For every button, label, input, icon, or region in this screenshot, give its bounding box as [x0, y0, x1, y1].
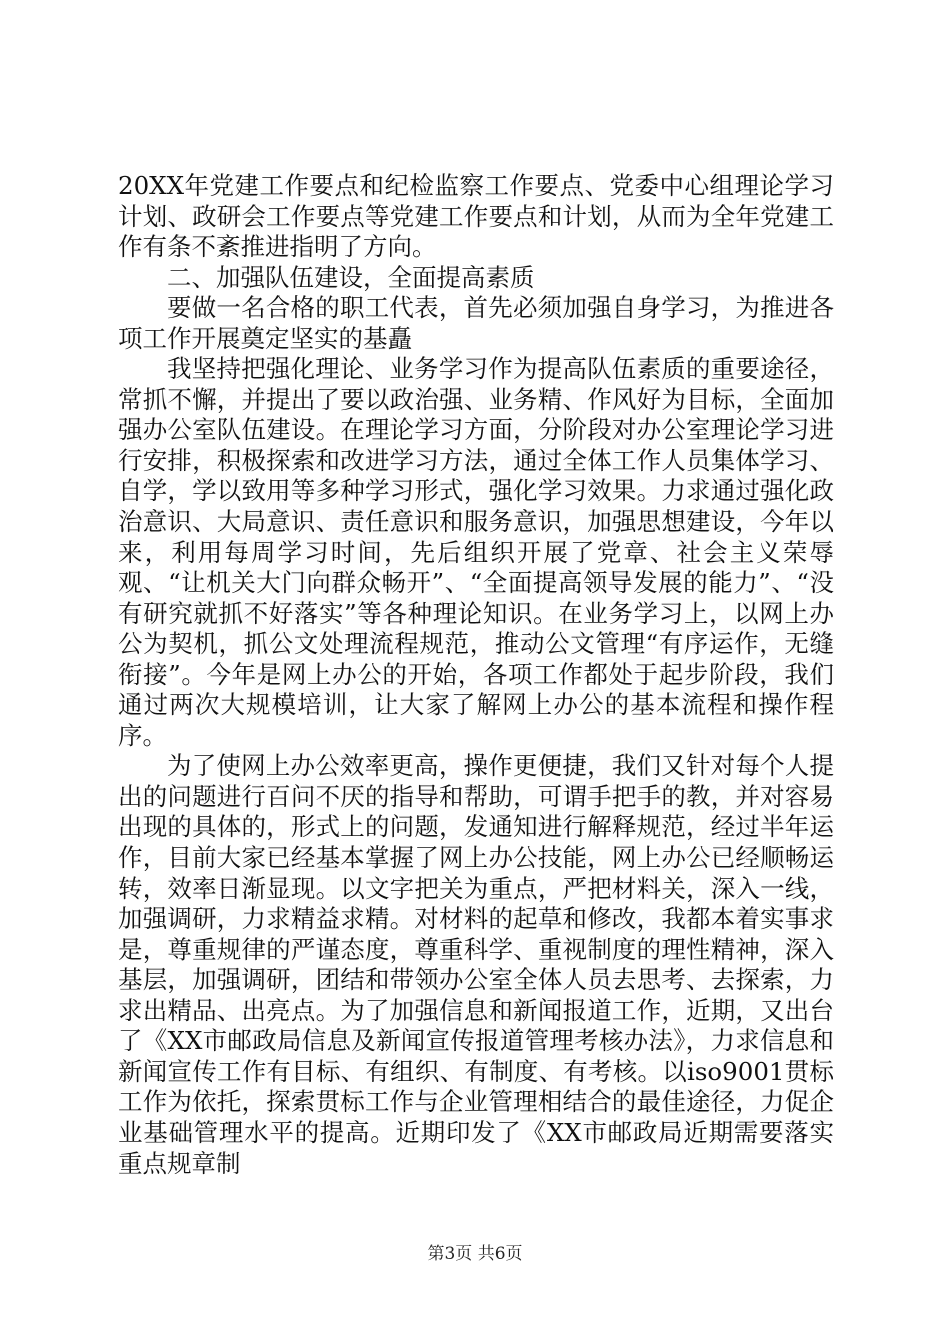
paragraph: 我坚持把强化理论、业务学习作为提高队伍素质的重要途径，常抓不懈，并提出了要以政治强、业务精、作风好为目标，全面加强办公室队伍建设。在理论学习方面，分阶段对办公室理论学习进行安排，积极探索和改进学习方法，通过全体工作人员集体学习、自学，学以致用等多种学习形式，强化学习效果。力求通过强化政治意识、大局意识、责任意识和服务意识，加强思想建设，今年以来，利用每周学习时间，先后组织开展了党章、社会主义荣辱观、“让机关大门向群众畅开”、“全面提高领导发展的能力”、“没有研究就抓不好落实”等各种理论知识。在业务学习上，以网上办公为契机，抓公文处理流程规范，推动公文管理“有序运作，无缝衔接”。今年是网上办公的开始，各项工作都处于起步阶段，我们通过两次大规模培训，让大家了解网上办公的基本流程和操作程序。	[118, 354, 834, 750]
document-body	[118, 171, 834, 1179]
paragraph: 要做一名合格的职工代表，首先必须加强自身学习，为推进各项工作开展奠定坚实的基矗	[118, 293, 834, 353]
paragraph: 为了使网上办公效率更高，操作更便捷，我们又针对每个人提出的问题进行百问不厌的指导和帮助，可谓手把手的教，并对容易出现的具体的，形式上的问题，发通知进行解释规范，经过半年运作，目前大家已经基本掌握了网上办公技能，网上办公已经顺畅运转，效率日渐显现。以文字把关为重点，严把材料关，深入一线，加强调研，力求精益求精。对材料的起草和修改，我都本着实事求是，尊重规律的严谨态度，尊重科学、重视制度的理性精神，深入基层，加强调研，团结和带领办公室全体人员去思考、去探索，力求出精品、出亮点。为了加强信息和新闻报道工作，近期，又出台了《XX市邮政局信息及新闻宣传报道管理考核办法》，力求信息和新闻宣传工作有目标、有组织、有制度、有考核。以iso9001贯标工作为依托，探索贯标工作与企业管理相结合的最佳途径，力促企业基础管理水平的提高。近期印发了《XX市邮政局近期需要落实重点规章制	[118, 751, 834, 1178]
section-heading: 二、加强队伍建设，全面提高素质	[167, 262, 535, 292]
paragraph-continuation: 20XX年党建工作要点和纪检监察工作要点、党委中心组理论学习计划、政研会工作要点等党建工作要点和计划，从而为全年党建工作有条不紊推进指明了方向。	[118, 171, 834, 262]
page-number-footer: 第3页 共6页	[427, 1244, 523, 1264]
